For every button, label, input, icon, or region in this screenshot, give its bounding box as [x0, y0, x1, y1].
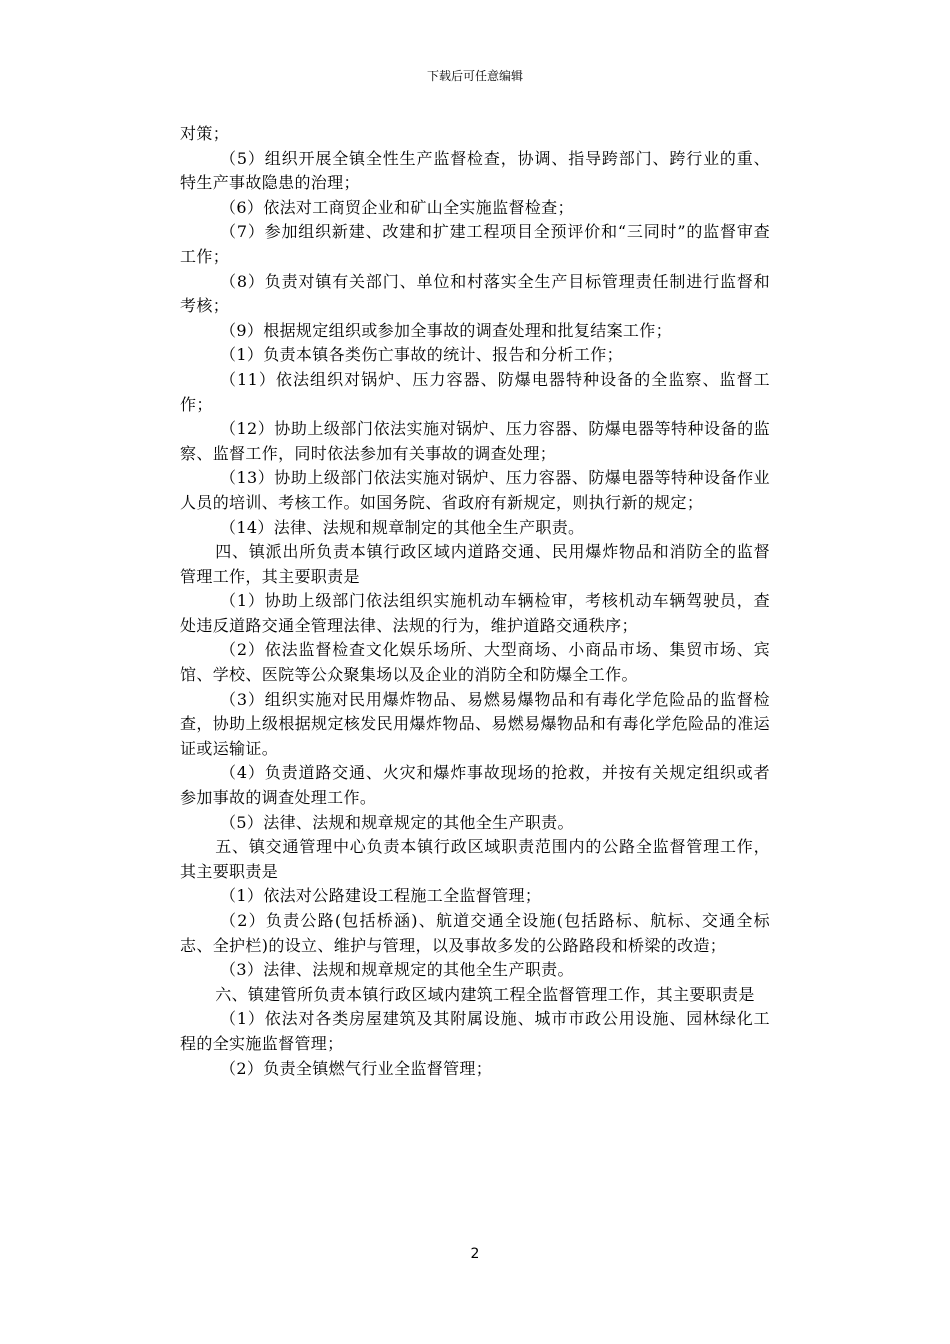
paragraph: （4）负责道路交通、火灾和爆炸事故现场的抢救，并按有关规定组织或者参加事故的调查处理工作。	[180, 763, 770, 808]
paragraph: （6）依法对工商贸企业和矿山全实施监督检查；	[220, 197, 574, 217]
page-header: 下载后可任意编辑	[426, 69, 523, 83]
page-number: 2	[470, 1246, 480, 1262]
paragraph: （1）依法对各类房屋建筑及其附属设施、城市市政公用设施、园林绿化工程的全实施监督管理；	[180, 1009, 770, 1053]
paragraph: （5）组织开展全镇全性生产监督检查，协调、指导跨部门、跨行业的重、特生产事故隐患的治理；	[180, 148, 770, 193]
paragraph: （11）依法组织对锅炉、压力容器、防爆电器特种设备的全监察、监督工作；	[180, 369, 770, 414]
paragraph: （1）依法对公路建设工程施工全监督管理；	[220, 886, 542, 906]
paragraph: （7）参加组织新建、改建和扩建工程项目全预评价和“三同时”的监督审查工作；	[180, 222, 770, 266]
paragraph: （13）协助上级部门依法实施对锅炉、压力容器、防爆电器等特种设备作业人员的培训、考核工作。如国务院、省政府有新规定，则执行新的规定；	[180, 468, 770, 512]
section-heading-paragraph: 六、镇建管所负责本镇行政区域内建筑工程全监督管理工作，其主要职责是	[215, 984, 755, 1004]
paragraph: （9）根据规定组织或参加全事故的调查处理和批复结案工作；	[220, 320, 672, 340]
paragraph: （2）负责全镇燃气行业全监督管理；	[220, 1058, 493, 1078]
section-heading-paragraph: 五、镇交通管理中心负责本镇行政区域职责范围内的公路全监督管理工作，其主要职责是	[180, 837, 770, 881]
paragraph: （1）协助上级部门依法组织实施机动车辆检审，考核机动车辆驾驶员，查处违反道路交通全管理法律、法规的行为，维护道路交通秩序；	[180, 591, 770, 635]
paragraph: （12）协助上级部门依法实施对锅炉、压力容器、防爆电器等特种设备的监察、监督工作，同时依法参加有关事故的调查处理；	[180, 419, 770, 463]
section-heading-paragraph: 四、镇派出所负责本镇行政区域内道路交通、民用爆炸物品和消防全的监督管理工作，其主要职责是	[180, 542, 770, 586]
document-body	[180, 122, 770, 1081]
paragraph: （2）依法监督检查文化娱乐场所、大型商场、小商品市场、集贸市场、宾馆、学校、医院等公众聚集场以及企业的消防全和防爆全工作。	[180, 640, 770, 685]
paragraph: （2）负责公路(包括桥涵)、航道交通全设施(包括路标、航标、交通全标志、全护栏)的设立、维护与管理，以及事故多发的公路路段和桥梁的改造；	[180, 911, 770, 955]
paragraph: （14）法律、法规和规章制定的其他全生产职责。	[220, 517, 585, 537]
paragraph: （3）法律、法规和规章规定的其他全生产职责。	[220, 960, 574, 980]
paragraph: （5）法律、法规和规章规定的其他全生产职责。	[220, 812, 574, 832]
paragraph: （3）组织实施对民用爆炸物品、易燃易爆物品和有毒化学危险品的监督检查，协助上级根据规定核发民用爆炸物品、易燃易爆物品和有毒化学危险品的准运证或运输证。	[180, 689, 770, 758]
paragraph: （1）负责本镇各类伤亡事故的统计、报告和分析工作；	[220, 345, 623, 365]
paragraph: 对策；	[180, 124, 230, 143]
paragraph: （8）负责对镇有关部门、单位和村落实全生产目标管理责任制进行监督和考核；	[180, 271, 770, 316]
